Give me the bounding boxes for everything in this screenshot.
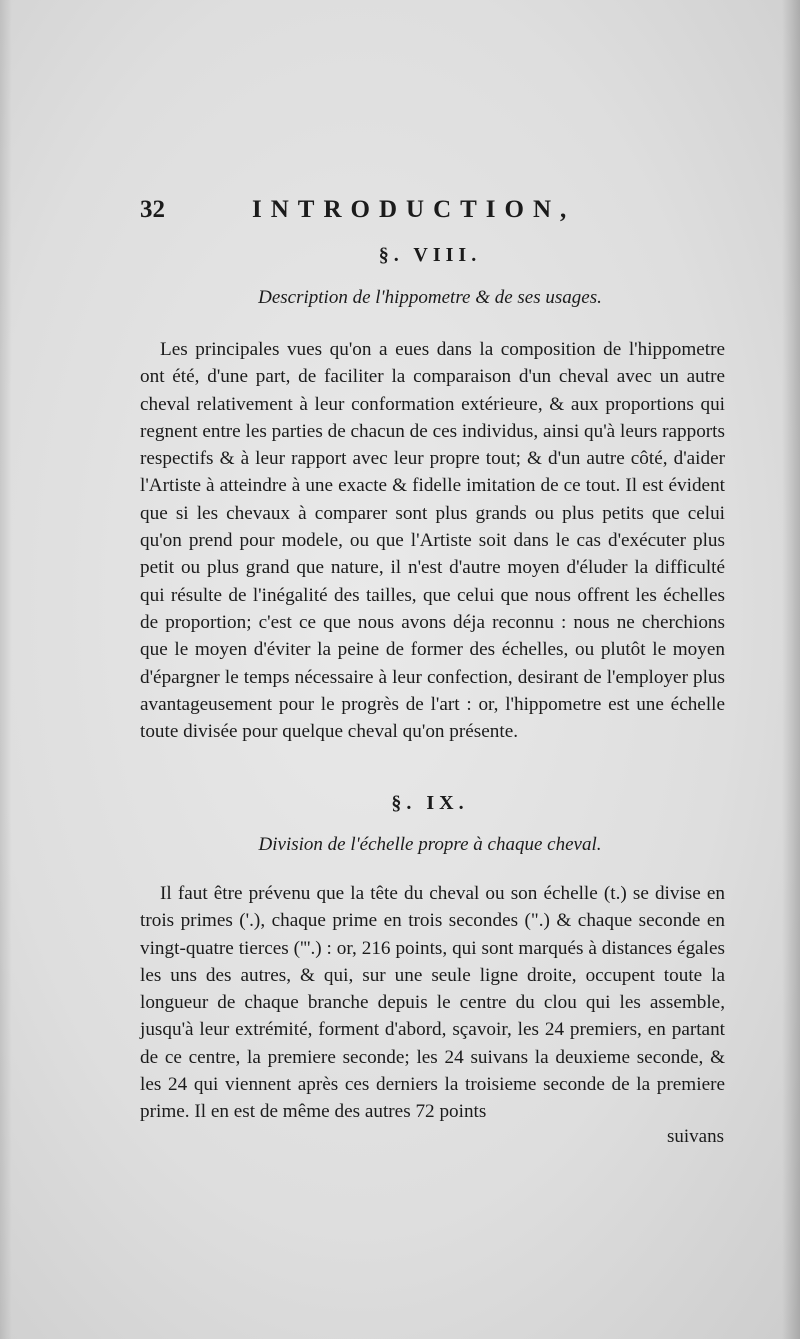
page-left-shadow <box>0 0 12 1339</box>
section-ix-heading: §. IX. <box>391 792 469 814</box>
section-viii-heading: §. VIII. <box>378 244 482 266</box>
page-number: 32 <box>140 196 165 223</box>
section-viii-paragraph: Les principales vues qu'on a eues dans la composition de l'hippometre ont été, d'une part, de faciliter la comparaison d'un cheval avec un autre cheval relativement à leur conformation extérieure, & aux proportions qui regnent entre les parties de chacun de ces individus, ainsi qu'à leurs rapports respectifs & à leur rapport avec leur propre tout; & d'un autre côté, d'aider l'Artiste à atteindre à une exacte & fidelle imitation de ce tout. Il est évident que si les chevaux à comparer sont plus grands ou plus petits que celui qu'on prend pour modele, ou que l'Artiste soit dans le cas d'exécuter plus petit ou plus grand que nature, il n'est d'autre moyen d'éluder la difficulté qui résulte de l'inégalité des tailles, que celui que nous offrent les échelles de proportion; c'est ce que nous avons déja reconnu : nous ne cherchions que le moyen d'éviter la peine de former des échelles, ou plutôt le moyen d'épargner le temps nécessaire à leur confection, desirant de l'employer plus avantageusement pour le progrès de l'art : or, l'hippometre est une échelle toute divisée pour quelque cheval qu'on présente. <box>140 339 725 743</box>
catchword: suivans <box>667 1126 724 1147</box>
section-ix-paragraph: Il faut être prévenu que la tête du cheval ou son échelle (t.) se divise en trois primes ('.), chaque prime en trois secondes (".) & chaque seconde en vingt-quatre tierces ('''.) : or, 216 points, qui sont marqués à distances égales les uns des autres, & qui, sur une seule ligne droite, occupent toute la longueur de chaque branche depuis le centre du clou qui les assemble, jusqu'à leur extrémité, forment d'abord, sçavoir, les 24 premiers, en partant de ce centre, la premiere seconde; les 24 suivans la deuxieme seconde, & les 24 qui viennent après ces derniers la troisieme seconde de la premiere prime. Il en est de même des autres 72 points <box>140 883 725 1123</box>
section-viii-title: Description de l'hippometre & de ses usages. <box>258 287 602 308</box>
page-right-shadow <box>782 0 800 1339</box>
running-title: INTRODUCTION, <box>252 196 576 223</box>
section-ix-title: Division de l'échelle propre à chaque cheval. <box>258 834 602 855</box>
page-header <box>140 196 720 232</box>
